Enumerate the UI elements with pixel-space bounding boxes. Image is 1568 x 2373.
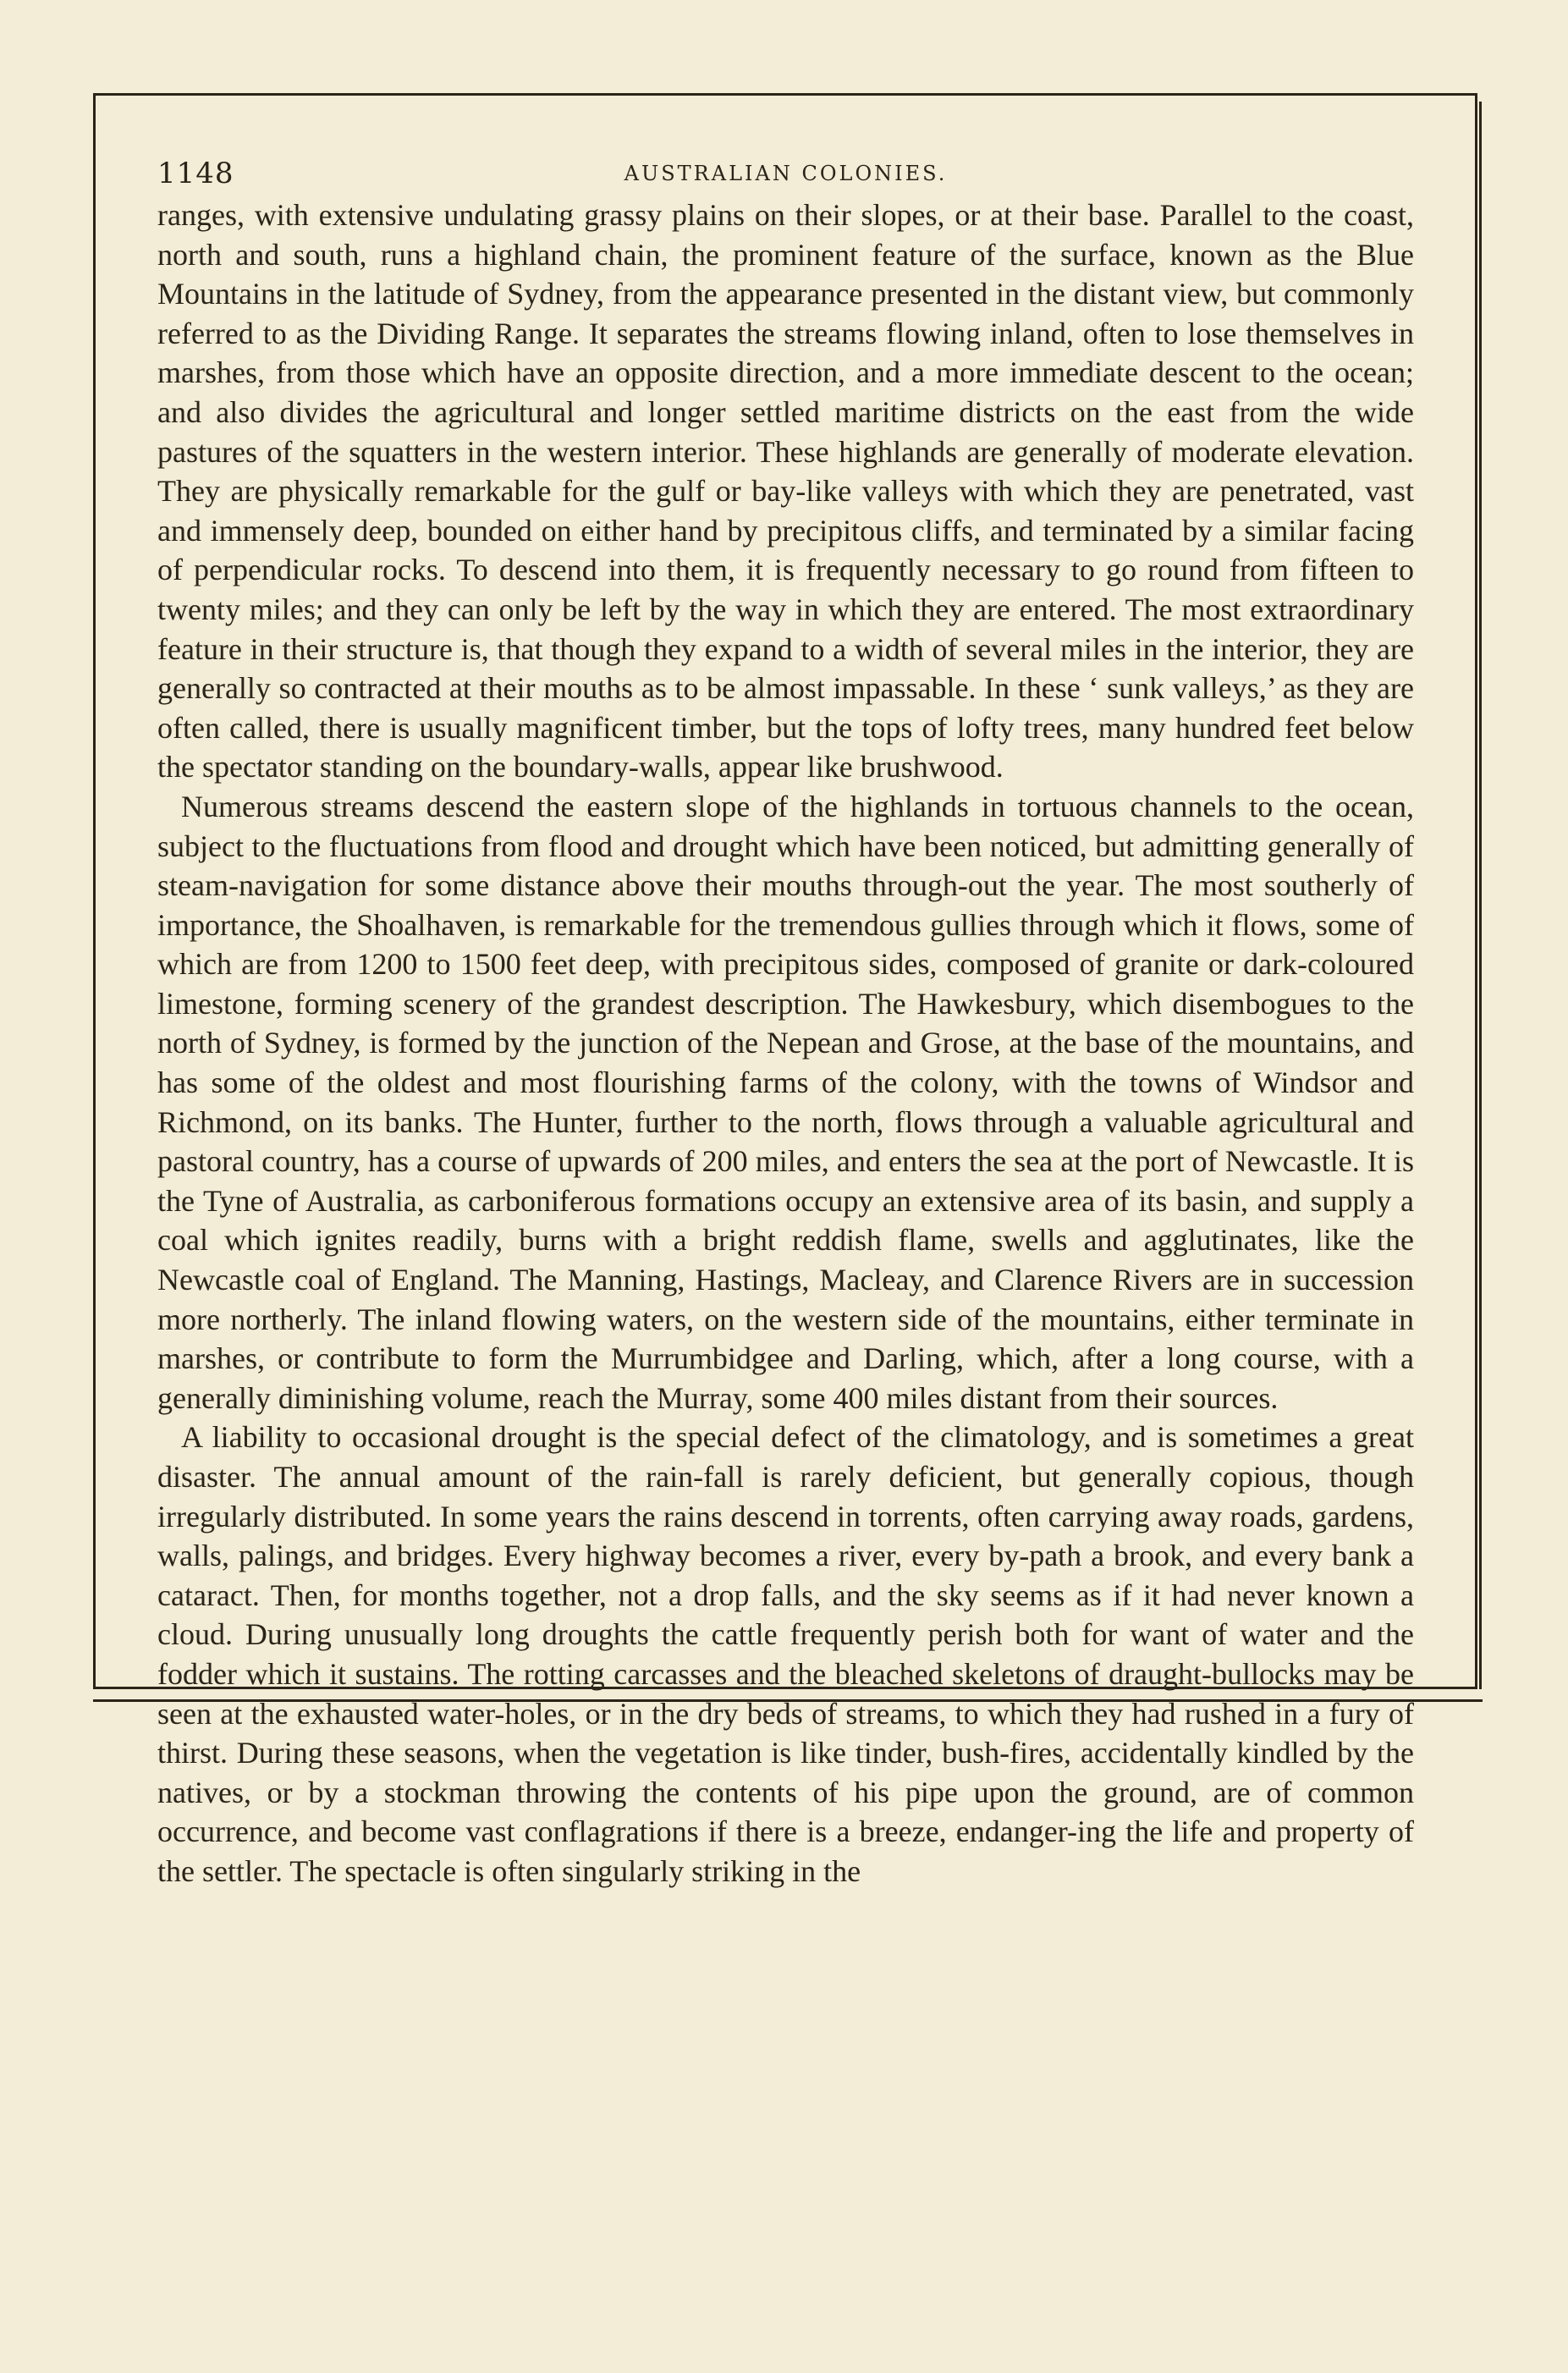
frame-rule-right [1479,102,1482,1689]
page-number: 1148 [157,157,234,190]
page-header [157,148,1414,195]
page-content [157,148,1414,1891]
body-text [157,195,1414,1891]
paragraph: Numerous streams descend the eastern slope of the highlands in tortuous channels to the ocean, subject to the fluctuations from flood and drought which have been noticed, but admitting generally of steam-navigation for some distance above their mouths through-out the year. The most southerly of importance, the Shoalhaven, is remarkable for the tremendous gullies through which it flows, some of which are from 1200 to 1500 feet deep, with precipitous sides, composed of granite or dark-coloured limestone, forming scenery of the grandest description. The Hawkesbury, which disembogues to the north of Sydney, is formed by the junction of the Nepean and Grose, at the base of the mountains, and has some of the oldest and most flourishing farms of the colony, with the towns of Windsor and Richmond, on its banks. The Hunter, further to the north, flows through a valuable agricultural and pastoral country, has a course of upwards of 200 miles, and enters the sea at the port of Newcastle. It is the Tyne of Australia, as carboniferous formations occupy an extensive area of its basin, and supply a coal which ignites readily, burns with a bright reddish flame, swells and agglutinates, like the Newcastle coal of England. The Manning, Hastings, Macleay, and Clarence Rivers are in succession more northerly. The inland flowing waters, on the western side of the mountains, either terminate in marshes, or contribute to form the Murrumbidgee and Darling, which, after a long course, with a generally diminishing volume, reach the Murray, some 400 miles distant from their sources. [157,789,1414,1415]
running-head: AUSTRALIAN COLONIES. [624,162,948,185]
paragraph: ranges, with extensive undulating grassy plains on their slopes, or at their base. Parallel to the coast, north and south, runs a highland chain, the prominent feature of the surface, known as the Blue Mountains in the latitude of Sydney, from the appearance presented in the distant view, but commonly referred to as the Dividing Range. It separates the streams flowing inland, often to lose themselves in marshes, from those which have an opposite direction, and a more immediate descent to the ocean; and also divides the agricultural and longer settled maritime districts on the east from the wide pastures of the squatters in the western interior. These highlands are generally of moderate elevation. They are physically remarkable for the gulf or bay-like valleys with which they are penetrated, vast and immensely deep, bounded on either hand by precipitous cliffs, and terminated by a similar facing of perpendicular rocks. To descend into them, it is frequently necessary to go round from fifteen to twenty miles; and they can only be left by the way in which they are entered. The most extraordinary feature in their structure is, that though they expand to a width of several miles in the interior, they are generally so contracted at their mouths as to be almost impassable. In these ‘ sunk valleys,’ as they are often called, there is usually magnificent timber, but the tops of lofty trees, many hundred feet below the spectator standing on the boundary-walls, appear like brushwood. [157,198,1414,785]
paragraph: A liability to occasional drought is the special defect of the climatology, and is sometimes a great disaster. The annual amount of the rain-fall is rarely deficient, but generally copious, though irregularly distributed. In some years the rains descend in torrents, often carrying away roads, gardens, walls, palings, and bridges. Every highway becomes a river, every by-path a brook, and every bank a cataract. Then, for months together, not a drop falls, and the sky seems as if it had never known a cloud. During unusually long droughts the cattle frequently perish both for want of water and the fodder which it sustains. The rotting carcasses and the bleached skeletons of draught-bullocks may be seen at the exhausted water-holes, or in the dry beds of streams, to which they had rushed in a fury of thirst. During these seasons, when the vegetation is like tinder, bush-fires, accidentally kindled by the natives, or by a stockman throwing the contents of his pipe upon the ground, are of common occurrence, and become vast conflagrations if there is a breeze, endanger-ing the life and property of the settler. The spectacle is often singularly striking in the [157,1420,1414,1888]
